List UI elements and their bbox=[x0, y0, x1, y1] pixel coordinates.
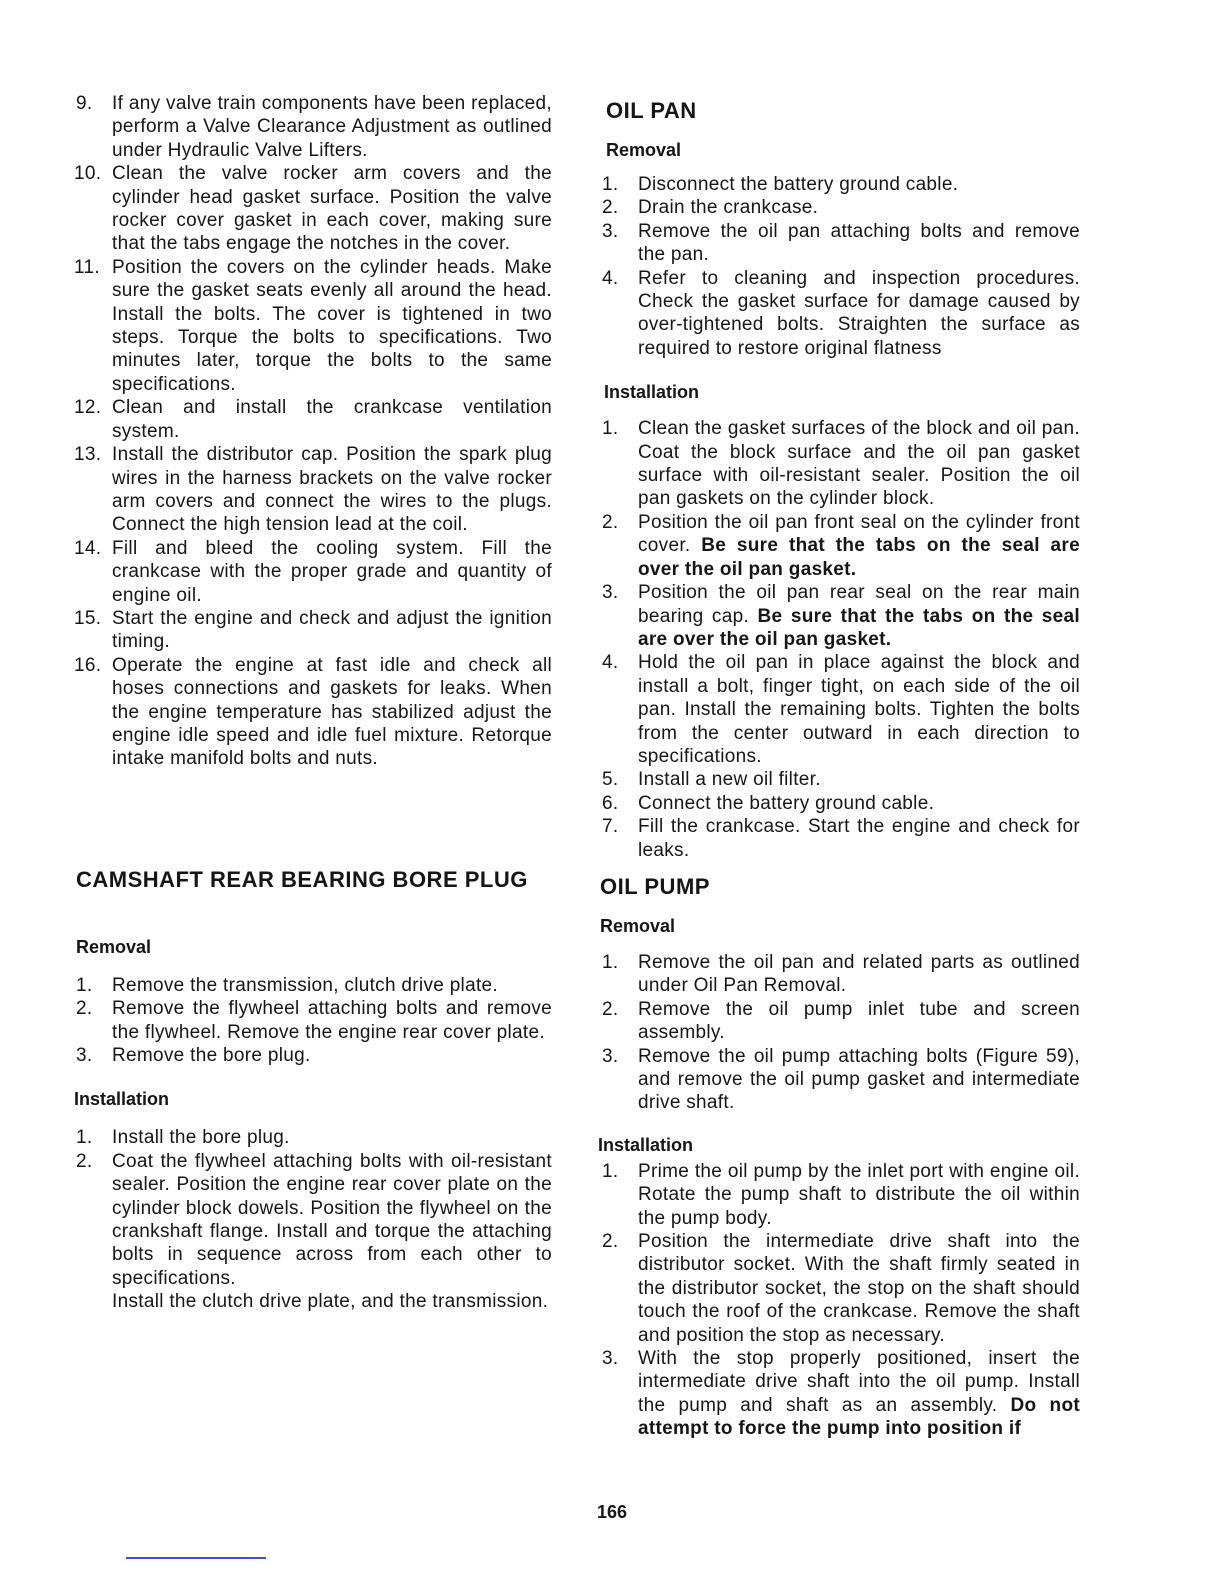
step-text bbox=[638, 417, 1080, 511]
step-text-body: Install the distributor cap. Position the spark plug wires in the harness brackets on the valve rocker arm covers and connect the wires to the plugs. Connect the high tension lead at the coil. bbox=[112, 444, 552, 536]
step-item bbox=[598, 581, 1080, 651]
step-text bbox=[638, 267, 1080, 361]
step-number: 4. bbox=[602, 652, 619, 674]
page-number: 166 bbox=[596, 1502, 628, 1522]
step-text bbox=[638, 998, 1080, 1045]
camshaft-installation-heading: Installation bbox=[74, 1089, 170, 1110]
step-number: 3. bbox=[76, 1045, 93, 1066]
oil-pan-installation-heading: Installation bbox=[604, 382, 700, 403]
step-text-body: Remove the oil pan and related parts as outlined under Oil Pan Removal. bbox=[638, 951, 1080, 997]
step-number: 1. bbox=[602, 418, 619, 440]
step-text-body: Refer to cleaning and inspection procedures. Check the gasket surface for damage caused by over-tightened bolts. Straighten the surface as required to restore original flatness bbox=[638, 267, 1080, 359]
step-number: 9. bbox=[76, 93, 93, 114]
step-text-body: Fill and bleed the cooling system. Fill the crankcase with the proper grade and quantity of engine oil. bbox=[112, 537, 552, 606]
step-warning-text: Do not attempt to force the pump into position if bbox=[638, 1394, 1080, 1440]
step-number: 5. bbox=[602, 769, 619, 791]
camshaft-closing-text: Install the clutch drive plate, and the transmission. bbox=[112, 1291, 549, 1313]
step-text-body: Position the intermediate drive shaft into the distributor socket. With the shaft firmly seated in the distributor socket, the stop on the shaft should touch the roof of the crankcase. Remove the shaft and position the stop as necessary. bbox=[638, 1231, 1080, 1346]
step-number: 1. bbox=[602, 174, 619, 195]
step-text-body: Install the bore plug. bbox=[112, 1127, 290, 1149]
step-text bbox=[638, 1045, 1080, 1115]
step-text bbox=[638, 815, 1080, 862]
step-number: 16. bbox=[74, 654, 102, 676]
step-item bbox=[72, 396, 552, 443]
step-warning-text: Be sure that the tabs on the seal are over the oil pan gasket. bbox=[638, 535, 1080, 580]
step-number: 10. bbox=[74, 163, 102, 185]
step-item bbox=[598, 651, 1080, 768]
step-number: 3. bbox=[602, 1348, 619, 1370]
left-column bbox=[72, 92, 552, 1314]
step-text-body: Remove the flywheel attaching bolts and remove the flywheel. Remove the engine rear cover plate. bbox=[112, 998, 552, 1043]
oil-pump-removal-heading: Removal bbox=[600, 915, 676, 936]
oil-pump-installation-heading: Installation bbox=[598, 1134, 694, 1155]
step-text-body: Remove the oil pan attaching bolts and remove the pan. bbox=[638, 220, 1080, 266]
step-text-body: Clean the valve rocker arm covers and the cylinder head gasket surface. Position the valve rocker cover gasket in each cover, making sure that the tabs engage the notches in the cover. bbox=[112, 163, 552, 255]
step-item bbox=[72, 443, 552, 537]
step-item bbox=[72, 1126, 552, 1149]
step-text-body: Prime the oil pump by the inlet port with engine oil. Rotate the pump shaft to distribute the oil within the pump body. bbox=[638, 1160, 1080, 1229]
oil-pan-installation-list bbox=[598, 417, 1080, 862]
camshaft-installation-list bbox=[72, 1126, 552, 1290]
step-item bbox=[598, 173, 1080, 196]
step-text bbox=[638, 768, 1080, 791]
step-number: 2. bbox=[76, 998, 93, 1020]
oil-pump-installation-list bbox=[598, 1160, 1080, 1441]
step-text-body: Clean the gasket surfaces of the block and oil pan. Coat the block surface and the oil pan gasket surface with oil-resistant sealer. Position the oil pan gaskets on the cylinder block. bbox=[638, 418, 1080, 510]
step-number: 3. bbox=[602, 1045, 619, 1067]
step-item bbox=[72, 92, 552, 162]
step-text bbox=[638, 792, 1080, 815]
valve-steps-list bbox=[72, 92, 552, 771]
step-number: 2. bbox=[602, 197, 619, 219]
step-text-body: Disconnect the battery ground cable. bbox=[638, 174, 959, 195]
step-text bbox=[638, 1347, 1080, 1441]
step-number: 12. bbox=[74, 397, 102, 419]
step-item bbox=[598, 998, 1080, 1045]
step-number: 2. bbox=[602, 1231, 619, 1253]
step-number: 11. bbox=[74, 256, 100, 278]
step-text-body: Position the oil pan rear seal on the rear main bearing cap. bbox=[638, 582, 1080, 627]
step-text bbox=[638, 511, 1080, 581]
step-item bbox=[72, 654, 552, 771]
step-item bbox=[598, 768, 1080, 791]
step-item bbox=[72, 1150, 552, 1290]
step-number: 3. bbox=[602, 220, 619, 242]
step-item bbox=[598, 417, 1080, 511]
step-text-body: With the stop properly positioned, insert the intermediate drive shaft into the oil pump. Install the pump and shaft as an assembly. bbox=[638, 1348, 1080, 1416]
step-text bbox=[112, 443, 552, 537]
step-item bbox=[598, 951, 1080, 998]
step-text bbox=[638, 220, 1080, 267]
step-item bbox=[72, 256, 552, 396]
step-text bbox=[112, 256, 552, 396]
step-text bbox=[638, 951, 1080, 998]
step-item bbox=[72, 607, 552, 654]
step-item bbox=[72, 1044, 552, 1067]
step-number: 1. bbox=[76, 1127, 93, 1149]
step-text bbox=[112, 1126, 552, 1149]
step-text bbox=[112, 997, 552, 1044]
step-number: 3. bbox=[602, 582, 619, 604]
step-number: 2. bbox=[602, 998, 619, 1020]
step-text-body: Hold the oil pan in place against the block and install a bolt, finger tight, on each side of the oil pan. Install the remaining bolts. Tighten the bolts from the center outward in each direction to specifications. bbox=[638, 652, 1080, 767]
step-text bbox=[112, 1150, 552, 1290]
step-text bbox=[638, 581, 1080, 651]
step-text bbox=[112, 1044, 552, 1067]
step-text-body: Fill the crankcase. Start the engine and check for leaks. bbox=[638, 816, 1080, 861]
step-item bbox=[72, 997, 552, 1044]
step-number: 1. bbox=[602, 1160, 619, 1182]
step-item bbox=[72, 974, 552, 997]
step-text bbox=[638, 1160, 1080, 1230]
step-item bbox=[598, 511, 1080, 581]
step-text-body: Coat the flywheel attaching bolts with oil-resistant sealer. Position the engine rear cover plate on the cylinder block dowels. Position the flywheel on the crankshaft flange. Install and torque the attaching bolts in sequence across from each other to specifications. bbox=[112, 1150, 552, 1289]
step-text-body: Position the oil pan front seal on the cylinder front cover. bbox=[638, 511, 1080, 557]
step-text bbox=[112, 162, 552, 256]
step-text bbox=[638, 173, 1080, 196]
step-number: 1. bbox=[76, 974, 93, 996]
step-text bbox=[112, 396, 552, 443]
step-number: 2. bbox=[602, 511, 619, 533]
step-number: 4. bbox=[602, 267, 619, 289]
step-item bbox=[72, 537, 552, 607]
step-text bbox=[638, 196, 1080, 219]
step-warning-text: Be sure that the tabs on the seal are over the oil pan gasket. bbox=[638, 605, 1080, 650]
step-number: 14. bbox=[74, 537, 102, 559]
step-number: 7. bbox=[602, 816, 619, 838]
step-number: 1. bbox=[602, 951, 619, 973]
right-column bbox=[598, 92, 1080, 1441]
step-item bbox=[598, 1230, 1080, 1347]
step-text-body: Clean and install the crankcase ventilation system. bbox=[112, 397, 552, 442]
oil-pan-section-title: OIL PAN bbox=[606, 98, 697, 123]
step-number: 2. bbox=[76, 1150, 93, 1172]
step-text-body: Remove the transmission, clutch drive plate. bbox=[112, 974, 498, 996]
step-text-body: If any valve train components have been replaced, perform a Valve Clearance Adjustment as outlined under Hydraulic Valve Lifters. bbox=[112, 93, 552, 161]
step-text bbox=[112, 607, 552, 654]
step-text-body: Position the covers on the cylinder heads. Make sure the gasket seats evenly all around the head. Install the bolts. The cover is tightened in two steps. Torque the bolts to specifications. Two minutes later, torque the bolts to the same specifications. bbox=[112, 256, 552, 395]
oil-pump-removal-list bbox=[598, 951, 1080, 1115]
camshaft-removal-heading: Removal bbox=[76, 936, 152, 957]
step-item bbox=[598, 815, 1080, 862]
step-text-body: Start the engine and check and adjust the ignition timing. bbox=[112, 607, 552, 653]
step-text-body: Remove the oil pump inlet tube and screen assembly. bbox=[638, 998, 1080, 1044]
step-item bbox=[598, 1160, 1080, 1230]
step-item bbox=[598, 792, 1080, 815]
step-text-body: Remove the oil pump attaching bolts (Figure 59), and remove the oil pump gasket and intermediate drive shaft. bbox=[638, 1045, 1080, 1114]
step-number: 15. bbox=[74, 607, 102, 629]
step-text bbox=[112, 654, 552, 771]
oil-pan-removal-heading: Removal bbox=[606, 140, 682, 160]
step-number: 6. bbox=[602, 792, 619, 814]
step-text bbox=[638, 651, 1080, 768]
camshaft-removal-list bbox=[72, 974, 552, 1068]
step-text-body: Remove the bore plug. bbox=[112, 1045, 311, 1066]
camshaft-section-title: CAMSHAFT REAR BEARING BORE PLUG bbox=[76, 866, 528, 892]
step-text-body: Operate the engine at fast idle and check all hoses connections and gaskets for leaks. When the engine temperature has stabilized adjust the engine idle speed and idle fuel mixture. Retorque intake manifold bolts and nuts. bbox=[112, 654, 552, 770]
step-item bbox=[72, 162, 552, 256]
step-text-body: Connect the battery ground cable. bbox=[638, 792, 935, 814]
step-text bbox=[112, 537, 552, 607]
step-text bbox=[638, 1230, 1080, 1347]
step-item bbox=[598, 267, 1080, 361]
step-number: 13. bbox=[74, 444, 102, 466]
step-item bbox=[598, 1045, 1080, 1115]
step-text bbox=[112, 92, 552, 162]
oil-pump-section-title: OIL PUMP bbox=[600, 873, 710, 899]
step-item bbox=[598, 1347, 1080, 1441]
step-text bbox=[112, 974, 552, 997]
footer-rule bbox=[126, 1557, 266, 1559]
step-item bbox=[598, 196, 1080, 219]
step-text-body: Install a new oil filter. bbox=[638, 769, 821, 791]
step-text-body: Drain the crankcase. bbox=[638, 197, 819, 219]
step-item bbox=[598, 220, 1080, 267]
oil-pan-removal-list bbox=[598, 173, 1080, 360]
